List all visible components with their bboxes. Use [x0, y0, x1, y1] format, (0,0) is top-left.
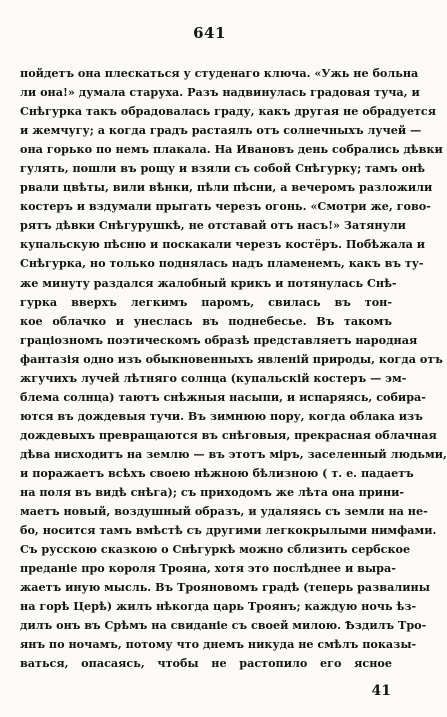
text-line: маетъ новый, воздушный образъ, и удаляясь съ земли на не- — [20, 504, 428, 519]
text-line: и жемчугу; а когда градъ растаялъ отъ солнечныхъ лучей — — [20, 123, 422, 138]
text-line: Снѣгурка такъ обрадовалась граду, какъ другая не обрадуется — [20, 104, 436, 119]
text-line: ваться, опасаясь, чтобы не растопило его ясное — [20, 656, 392, 671]
text-line: граціозномъ поэтическомъ образѣ представляетъ народная — [20, 332, 418, 347]
text-line: кое облачко и унеслась въ поднебесье. Въ такомъ — [20, 313, 392, 328]
text-line: рятъ дѣвки Снѣгурушкѣ, не отставай отъ насъ!» Затянули — [20, 218, 406, 233]
text-line: блема солнца) таютъ снѣжныя насыпи, и испаряясь, собира- — [20, 389, 426, 404]
text-line: дождевыхъ превращаются въ снѣговыя, прекрасная облачная — [20, 427, 437, 442]
text-line: жгучихъ лучей лѣтняго солнца (купальскій костеръ — эм- — [20, 370, 407, 385]
text-line: ли она!» думала старуха. Разъ надвинулась градовая туча, и — [20, 85, 420, 100]
text-line: она горько по немъ плакала. На Ивановъ день собрались дѣвки — [20, 142, 443, 157]
text-line: ются въ дождевыя тучи. Въ зимнюю пору, когда облака изъ — [20, 408, 423, 423]
text-line: Снѣгурка, но только поднялась надъ пламенемъ, какъ въ ту- — [20, 256, 424, 271]
text-line: купальскую пѣсню и поскакали черезъ костёръ. Побѣжала и — [20, 237, 426, 252]
text-line: же минуту раздался жалобный крикъ и потянулась Снѣ- — [20, 275, 397, 290]
text-line: фантазія одно изъ обыкновенныхъ явленій природы, когда отъ — [20, 351, 443, 366]
text-line: костеръ и вздумали прыгать черезъ огонь. «Смотри же, гово- — [20, 199, 431, 214]
text-line: жаетъ иную мысль. Въ Трояновомъ градѣ (теперь развалины — [20, 580, 430, 595]
text-line: янъ по ночамъ, потому что днемъ никуда не смѣлъ показы- — [20, 637, 417, 652]
signature-mark: 41 — [371, 683, 391, 699]
page-number: 641 — [193, 24, 226, 42]
text-line: дѣва нисходитъ на землю — въ этотъ міръ, заселенный людьми, — [20, 446, 447, 461]
text-line: рвали цвѣты, вили вѣнки, пѣли пѣсни, а вечеромъ разложили — [20, 180, 433, 195]
text-line: на поля въ видѣ снѣга); съ приходомъ же лѣта она прини- — [20, 485, 405, 500]
text-line: гулять, пошли въ рощу и взяли съ собой Снѣгурку; тамъ онѣ — [20, 161, 426, 176]
text-line: дилъ онъ въ Срѣмъ на свиданіе съ своей милою. Ѣздилъ Тро- — [20, 618, 427, 633]
text-line: пойдетъ она плескаться у студенаго ключа. «Ужь не больна — [20, 66, 419, 80]
body-text — [20, 64, 447, 674]
text-line: гурка вверхъ легкимъ паромъ, свилась въ тон- — [20, 294, 392, 309]
text-line: Съ русскою сказкою о Снѣгуркѣ можно сблизить сербское — [20, 542, 411, 557]
text-line: бо, носится тамъ вмѣстѣ съ другими легкокрылыми нимфами. — [20, 523, 437, 538]
text-line: и поражаетъ всѣхъ своею нѣжною бѣлизною ( т. е. падаетъ — [20, 465, 414, 480]
text-line: преданіе про короля Трояна, хотя это послѣднее и выра- — [20, 561, 396, 576]
text-line: на горѣ Церѣ) жилъ нѣкогда царь Троянъ; каждую ночь ѣз- — [20, 599, 417, 614]
